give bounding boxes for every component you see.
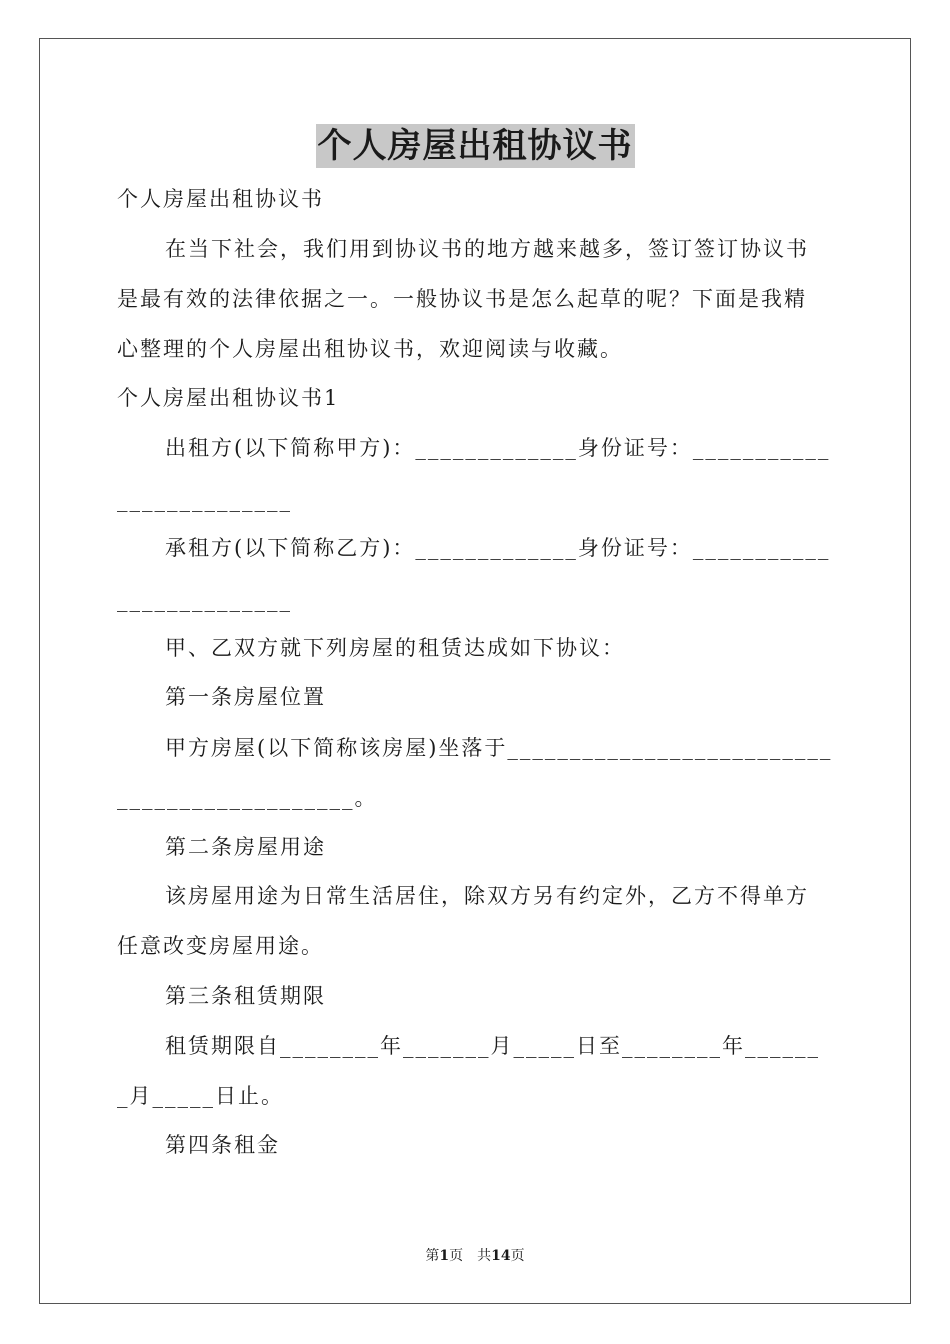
page-prefix: 第: [425, 1248, 440, 1264]
page-footer: [0, 1246, 950, 1266]
lessor-line: 出租方(以下简称甲方)：_____________身份证号：___________: [165, 436, 831, 460]
page-suffix: 页: [510, 1248, 525, 1264]
blank-continuation: ______________: [117, 488, 292, 512]
title-container: [0, 124, 950, 168]
section-heading: 个人房屋出租协议书1: [117, 386, 340, 410]
article-heading: 第一条房屋位置: [165, 685, 326, 709]
paragraph-line: 在当下社会，我们用到协议书的地方越来越多，签订签订协议书: [165, 237, 809, 261]
paragraph-line: 是最有效的法律依据之一。一般协议书是怎么起草的呢？下面是我精: [117, 287, 807, 311]
subtitle-line: 个人房屋出租协议书: [117, 187, 324, 211]
paragraph-line: 任意改变房屋用途。: [117, 934, 324, 958]
page-current: 1: [439, 1248, 450, 1264]
page-border: [39, 38, 911, 1304]
page-mid: 页 共: [449, 1248, 492, 1264]
blank-continuation: ___________________。: [117, 786, 378, 810]
location-line: 甲方房屋(以下简称该房屋)坐落于__________________________: [165, 736, 833, 760]
lease-term-line: 租赁期限自________年_______月_____日至________年______: [165, 1034, 820, 1058]
paragraph-line: 心整理的个人房屋出租协议书，欢迎阅读与收藏。: [117, 337, 623, 361]
article-heading: 第二条房屋用途: [165, 835, 326, 859]
lessee-line: 承租方(以下简称乙方)：_____________身份证号：___________: [165, 536, 831, 560]
lease-term-continuation: _月_____日止。: [117, 1084, 284, 1108]
article-heading: 第四条租金: [165, 1133, 280, 1157]
blank-continuation: ______________: [117, 588, 292, 612]
page-total: 14: [491, 1248, 511, 1264]
paragraph-line: 该房屋用途为日常生活居住，除双方另有约定外，乙方不得单方: [165, 884, 809, 908]
agreement-intro: 甲、乙双方就下列房屋的租赁达成如下协议：: [165, 636, 625, 660]
document-title: 个人房屋出租协议书: [317, 126, 633, 166]
article-heading: 第三条租赁期限: [165, 984, 326, 1008]
